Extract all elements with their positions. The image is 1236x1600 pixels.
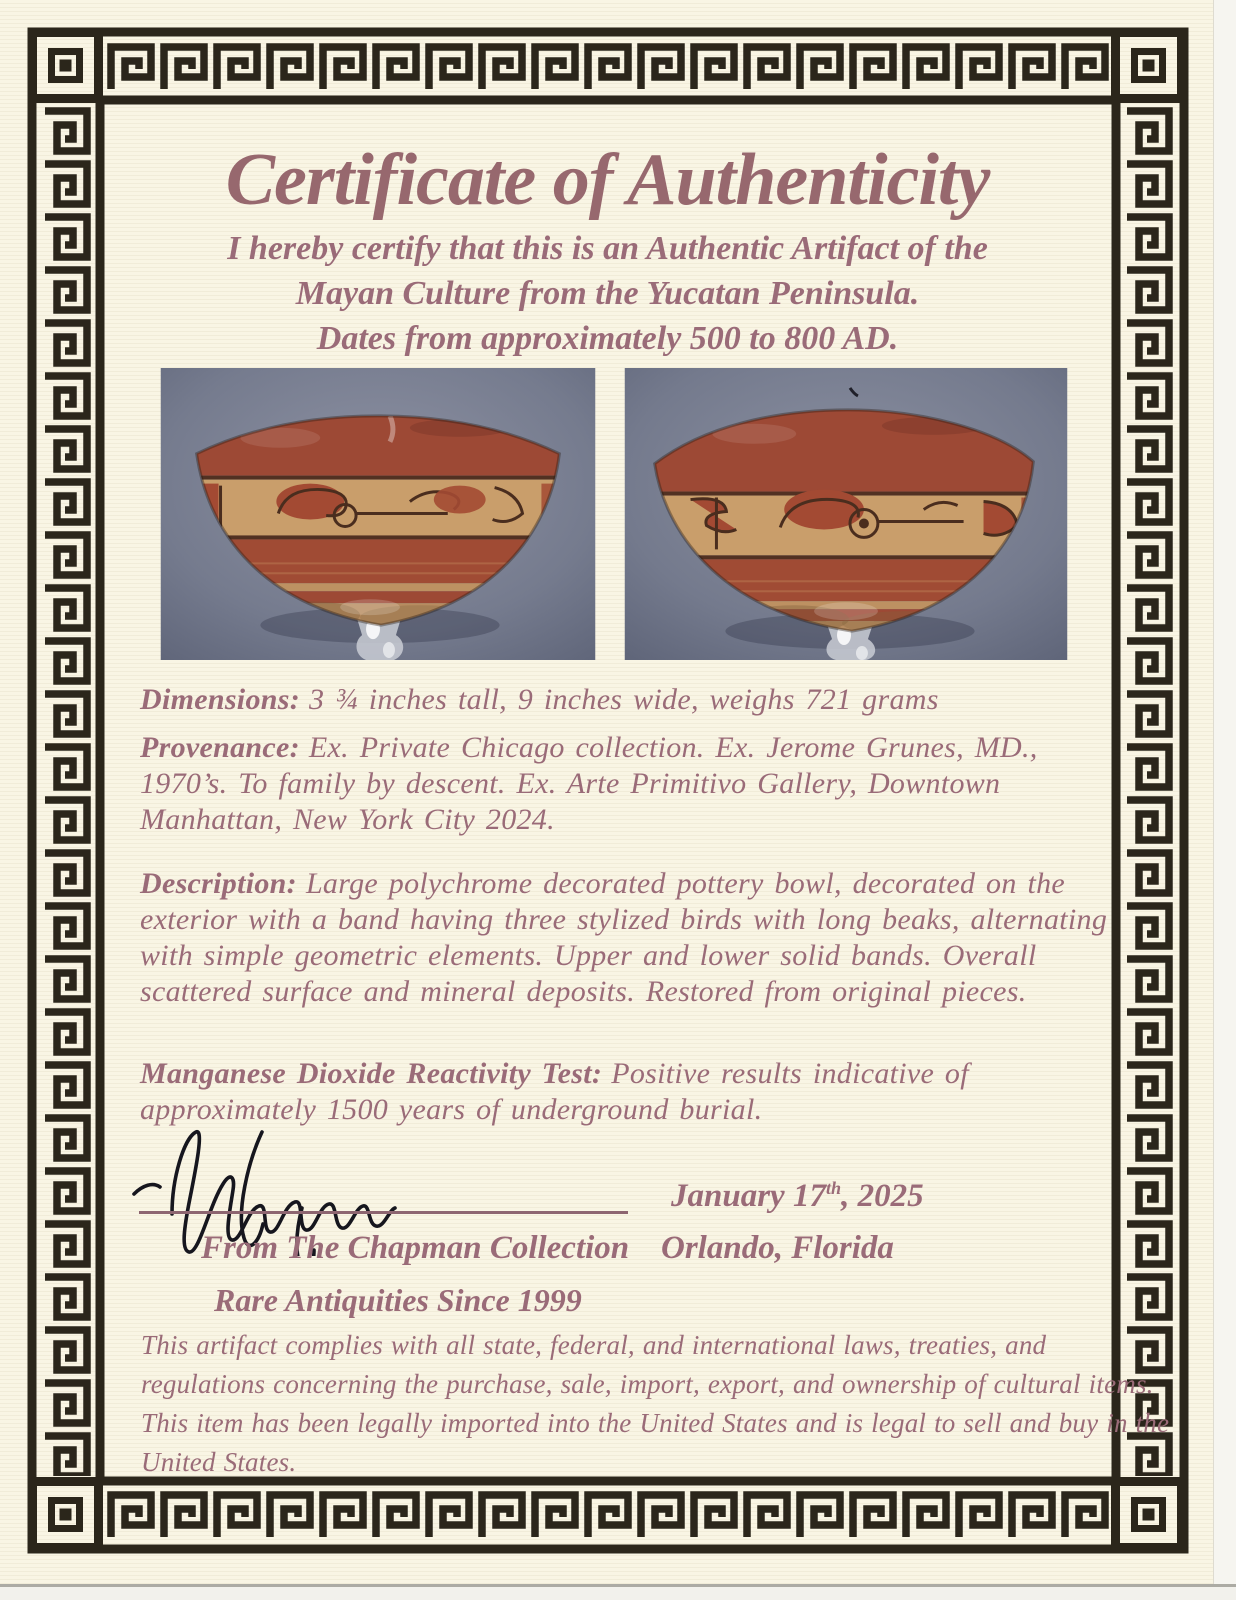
description-label: Description: xyxy=(140,867,297,900)
dimensions-section xyxy=(140,682,1132,718)
dimensions-label: Dimensions: xyxy=(140,683,300,716)
scan-edge-bottom xyxy=(0,1584,1236,1600)
statement-line-3: Dates from approximately 500 to 800 AD. xyxy=(316,320,899,357)
description-section xyxy=(140,866,1132,1010)
date-prefix: January 17 xyxy=(671,1178,826,1214)
reactivity-test-text: Positive results indicative of approximately 1500 years of underground burial. xyxy=(140,1057,969,1126)
date-superscript: th xyxy=(825,1178,842,1198)
certificate-title: Certificate of Authenticity xyxy=(225,139,990,221)
scan-edge-right xyxy=(1213,0,1236,1600)
legal-disclaimer: This artifact complies with all state, federal, and international laws, treaties, and regulations concerning the purchase, sale, import, export, and ownership of cultural items. This item has been legally imported into the United States and is legal to sell and buy in the United States. xyxy=(141,1330,1170,1477)
location-line: Orlando, Florida xyxy=(661,1230,894,1266)
description-text: Large polychrome decorated pottery bowl, decorated on the exterior with a band having three stylized birds with long beaks, alternating with simple geometric elements. Upper and lower solid bands. Overall scattered surface and mineral deposits. Restored from original pieces. xyxy=(140,867,1108,1008)
reactivity-test-label: Manganese Dioxide Reactivity Test: xyxy=(140,1057,603,1090)
dimensions-text: 3 ¾ inches tall, 9 inches wide, weighs 721 grams xyxy=(309,683,939,716)
provenance-label: Provenance: xyxy=(140,731,300,764)
provenance-section xyxy=(140,730,1132,838)
certification-statement xyxy=(0,226,1215,361)
artifact-photo-right xyxy=(624,368,1068,660)
artifact-photo-left xyxy=(160,368,596,660)
statement-line-2: Mayan Culture from the Yucatan Peninsula. xyxy=(295,275,920,312)
statement-line-1: I hereby certify that this is an Authentic Artifact of the xyxy=(227,230,988,267)
bowl-photo-right-graphic xyxy=(624,368,1068,660)
tagline-line: Rare Antiquities Since 1999 xyxy=(214,1282,582,1318)
date-suffix: , 2025 xyxy=(841,1178,924,1214)
bowl-photo-left-graphic xyxy=(160,368,596,660)
collection-line: From The Chapman Collection xyxy=(201,1230,630,1266)
provenance-text: Ex. Private Chicago collection. Ex. Jerome Grunes, MD., 1970’s. To family by descent. Ex. Arte Primitivo Gallery, Downtown Manhattan, New York City 2024. xyxy=(140,731,1038,836)
signature-line xyxy=(139,1211,628,1214)
certificate-date xyxy=(671,1178,924,1215)
